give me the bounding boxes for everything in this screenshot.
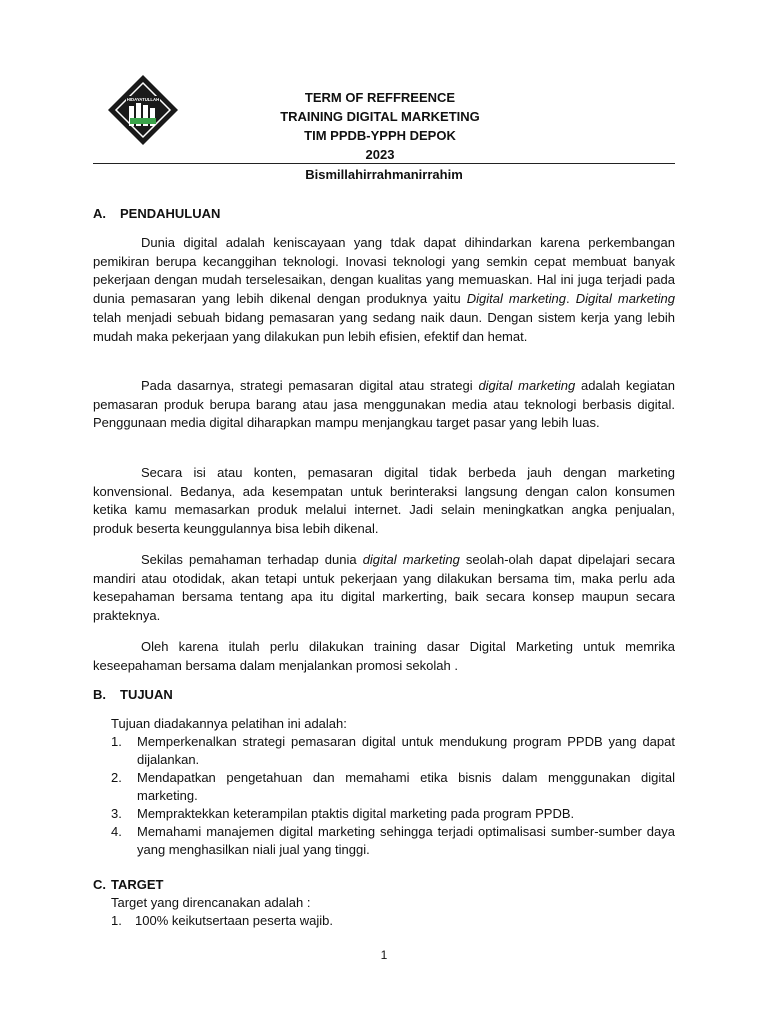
list-item-number: 4. bbox=[111, 824, 122, 839]
section-a-title: PENDAHULUAN bbox=[120, 206, 221, 221]
paragraph-1-text-b: . bbox=[566, 291, 576, 307]
paragraph-1-text-a: Dunia digital adalah keniscayaan yang tdak dapat dihindarkan karena perkembangan pemikiran berupa kecanggihan teknologi. Inovasi teknologi yang semkin cepat membuat banyak pekerjaan dengan mudah terselesaikan, dengan kualitas yang memuaskan. Hal ini juga terjadi pada dunia pemasaran yang lebih dikenal dengan produknya yaitu bbox=[93, 235, 675, 307]
paragraph-2-text-b: adalah kegiatan pemasaran produk berupa barang atau jasa menggunakan media atau teknologi berbasis digital. Penggunaan media digital diharapkan mampu menjangkau target pasar yang lebih luas. bbox=[93, 378, 675, 431]
list-item bbox=[111, 823, 675, 859]
list-item-text: 100% keikutsertaan peserta wajib. bbox=[135, 913, 334, 928]
paragraph-4-emphasis: digital marketing bbox=[362, 552, 460, 567]
paragraph-1-emphasis-2: Digital marketing bbox=[575, 291, 675, 307]
section-b-number: B. bbox=[93, 687, 106, 702]
list-item-text: Memperkenalkan strategi pemasaran digital untuk mendukung program PPDB yang dapat dijalankan. bbox=[137, 734, 675, 767]
list-item-text: Memahami manajemen digital marketing sehingga terjadi optimalisasi sumber-sumber daya yang menghasilkan niali jual yang tinggi. bbox=[137, 824, 675, 857]
section-c-title: TARGET bbox=[111, 877, 164, 892]
paragraph-1 bbox=[93, 234, 675, 346]
section-c-number: C. bbox=[93, 877, 106, 892]
page-number: 1 bbox=[380, 948, 388, 962]
paragraph-2-text-a: Pada dasarnya, strategi pemasaran digital atau strategi bbox=[141, 378, 479, 393]
header-divider bbox=[93, 163, 675, 164]
paragraph-3: Secara isi atau konten, pemasaran digital tidak berbeda jauh dengan marketing konvensional. Bedanya, ada kesempatan untuk berinteraksi langsung dengan calon konsumen ketika kamu memasarkan produk melalui internet. Jadi selain meningkatkan angka penjualan, produk beserta keunggulannya bisa lebih dikenal. bbox=[93, 465, 675, 537]
header-team: TIM PPDB-YPPH DEPOK bbox=[304, 128, 456, 143]
section-b-intro: Tujuan diadakannya pelatihan ini adalah: bbox=[111, 716, 347, 731]
document-header bbox=[230, 88, 530, 164]
header-title: TERM OF REFFREENCE bbox=[304, 90, 456, 105]
paragraph-4-text-b: seolah-olah dapat dipelajari secara mandiri atau otodidak, akan tetapi untuk pekerjaan yang dilakukan bersama tim, maka perlu ada kesepahaman bersama tentang apa itu digital markerting, baik secara konsep maupun secara prakteknya. bbox=[93, 552, 675, 624]
list-item-number: 2. bbox=[111, 770, 122, 785]
section-b-title: TUJUAN bbox=[120, 687, 173, 702]
hidayatullah-logo bbox=[107, 74, 179, 146]
paragraph-2 bbox=[93, 377, 675, 433]
bismillah-line: Bismillahirrahmanirrahim bbox=[305, 167, 463, 182]
header-subtitle: TRAINING DIGITAL MARKETING bbox=[280, 109, 480, 124]
objectives-list bbox=[111, 733, 675, 859]
list-item bbox=[111, 769, 675, 805]
list-item-text: Mendapatkan pengetahuan dan memahami etika bisnis dalam menggunakan digital marketing. bbox=[137, 770, 675, 803]
list-item-number: 1. bbox=[111, 913, 122, 928]
list-item bbox=[111, 805, 675, 823]
paragraph-4 bbox=[93, 551, 675, 626]
list-item bbox=[111, 912, 675, 930]
list-item bbox=[111, 733, 675, 769]
header-year: 2023 bbox=[365, 147, 395, 162]
section-a-number: A. bbox=[93, 206, 106, 221]
paragraph-5: Oleh karena itulah perlu dilakukan training dasar Digital Marketing untuk memrika keseepahaman bersama dalam menjalankan promosi sekolah . bbox=[93, 639, 675, 673]
section-c-intro: Target yang direncanakan adalah : bbox=[111, 895, 311, 910]
paragraph-1-text-c: telah menjadi sebuah bidang pemasaran yang sedang naik daun. Dengan sistem kerja yang lebih mudah maka pekerjaan yang dilakukan pun lebih efisien, efektif dan hemat. bbox=[93, 309, 675, 344]
paragraph-2-emphasis: digital marketing bbox=[478, 378, 576, 393]
list-item-number: 1. bbox=[111, 734, 122, 749]
svg-text:HIDAYATULLAH: HIDAYATULLAH bbox=[126, 97, 160, 102]
list-item-number: 3. bbox=[111, 806, 122, 821]
list-item-text: Mempraktekkan keterampilan ptaktis digital marketing pada program PPDB. bbox=[137, 806, 575, 821]
paragraph-1-emphasis-1: Digital marketing bbox=[466, 291, 567, 307]
paragraph-4-text-a: Sekilas pemahaman terhadap dunia bbox=[141, 552, 363, 567]
target-list bbox=[111, 912, 675, 930]
